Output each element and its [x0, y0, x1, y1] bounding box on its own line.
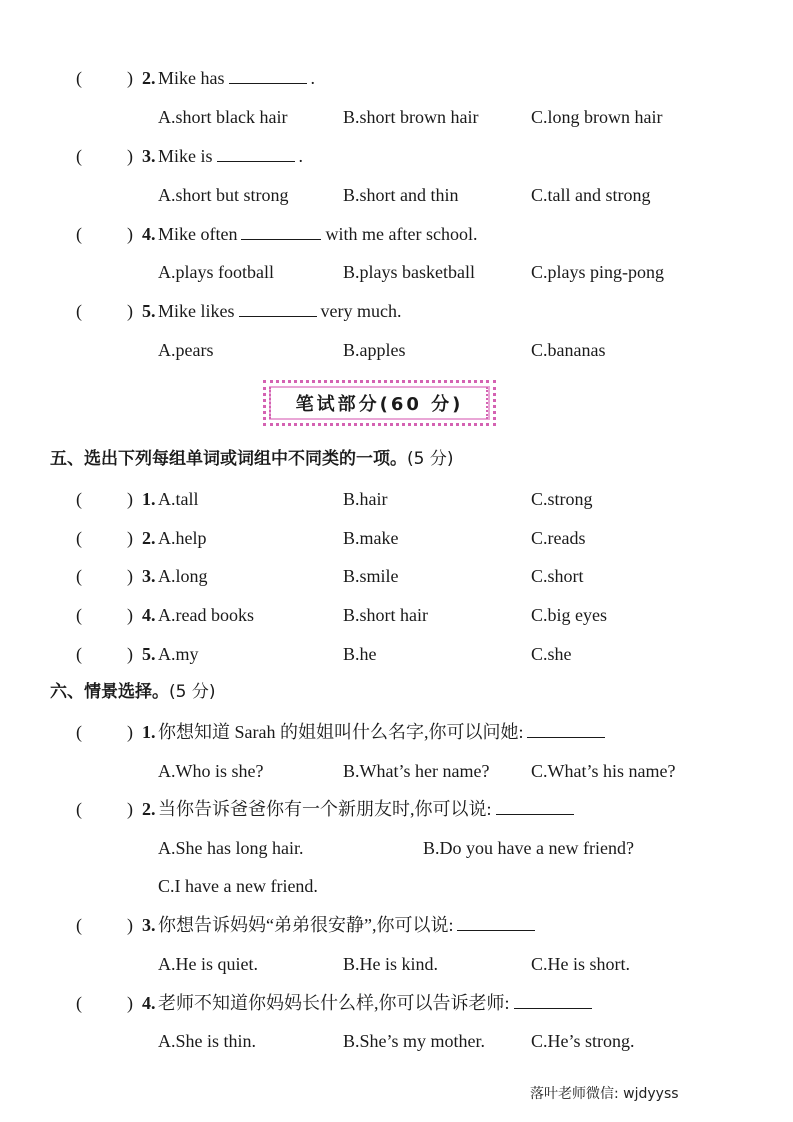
- section-5-heading: 五、选出下列每组单词或词组中不同类的一项。(5 分): [50, 449, 454, 469]
- question-text: 你想告诉妈妈“弟弟很安静”,你可以说:: [158, 911, 539, 939]
- option-c[interactable]: C.she: [531, 644, 572, 664]
- section-6-question-4: [0, 989, 793, 1017]
- question-number: 5.: [142, 301, 156, 321]
- answer-blank[interactable]: [239, 298, 317, 317]
- question-number: 3.: [142, 566, 156, 586]
- listening-question-2: [0, 64, 793, 92]
- option-b[interactable]: B.short hair: [343, 605, 428, 625]
- option-b[interactable]: B.apples: [343, 340, 406, 360]
- section-6-options-2: [0, 834, 793, 862]
- option-b[interactable]: B.he: [343, 644, 377, 664]
- section-5-row-2: [0, 524, 793, 552]
- option-c[interactable]: C.big eyes: [531, 605, 607, 625]
- section-5-row-1: [0, 485, 793, 513]
- listening-question-4: [0, 220, 793, 248]
- option-a[interactable]: A.help: [158, 528, 207, 548]
- option-b[interactable]: B.He is kind.: [343, 954, 439, 974]
- answer-bracket[interactable]: ( ): [76, 528, 133, 548]
- option-a[interactable]: A.my: [158, 644, 199, 664]
- section-score: (5 分): [169, 682, 216, 702]
- question-text: 当你告诉爸爸你有一个新朋友时,你可以说:: [158, 795, 578, 823]
- answer-bracket[interactable]: ( ): [76, 566, 133, 586]
- option-a[interactable]: A.pears: [158, 340, 214, 360]
- listening-question-3: [0, 142, 793, 170]
- answer-blank[interactable]: [229, 65, 307, 84]
- question-number: 4.: [142, 993, 156, 1013]
- answer-bracket[interactable]: ( ): [76, 993, 133, 1013]
- option-c[interactable]: C.plays ping-pong: [531, 262, 664, 282]
- question-text: Mike has .: [158, 64, 315, 92]
- listening-options-3: [0, 181, 793, 209]
- option-b[interactable]: B.short brown hair: [343, 107, 479, 127]
- option-a[interactable]: A.tall: [158, 489, 199, 509]
- option-a[interactable]: A.She is thin.: [158, 1031, 257, 1051]
- option-a[interactable]: A.Who is she?: [158, 761, 264, 781]
- option-b[interactable]: B.short and thin: [343, 185, 459, 205]
- section-5-row-3: [0, 562, 793, 590]
- answer-blank[interactable]: [217, 143, 295, 162]
- option-a[interactable]: A.read books: [158, 605, 254, 625]
- option-c[interactable]: C.He is short.: [531, 954, 630, 974]
- question-text: Mike is .: [158, 142, 303, 170]
- option-c[interactable]: C.reads: [531, 528, 586, 548]
- question-number: 1.: [142, 489, 156, 509]
- option-a[interactable]: A.She has long hair.: [158, 838, 304, 858]
- option-b[interactable]: B.What’s her name?: [343, 761, 490, 781]
- option-c[interactable]: C.strong: [531, 489, 593, 509]
- option-c[interactable]: C.short: [531, 566, 584, 586]
- question-number: 3.: [142, 146, 156, 166]
- answer-bracket[interactable]: ( ): [76, 799, 133, 819]
- option-a[interactable]: A.He is quiet.: [158, 954, 258, 974]
- question-number: 4.: [142, 224, 156, 244]
- question-number: 3.: [142, 915, 156, 935]
- option-b[interactable]: B.She’s my mother.: [343, 1031, 486, 1051]
- answer-blank[interactable]: [457, 912, 535, 931]
- section-6-options-3: [0, 950, 793, 978]
- option-a[interactable]: A.short but strong: [158, 185, 289, 205]
- answer-blank[interactable]: [514, 990, 592, 1009]
- listening-options-5: [0, 336, 793, 364]
- option-b[interactable]: B.make: [343, 528, 399, 548]
- section-6-options-4: [0, 1027, 793, 1055]
- section-6-options-2-cont: [0, 872, 793, 900]
- option-c[interactable]: C.I have a new friend.: [158, 876, 318, 896]
- answer-bracket[interactable]: ( ): [76, 146, 133, 166]
- option-c[interactable]: C.long brown hair: [531, 107, 663, 127]
- question-number: 1.: [142, 722, 156, 742]
- section-6-question-1: [0, 718, 793, 746]
- question-text: Mike often with me after school.: [158, 220, 477, 248]
- written-section-banner: [263, 380, 496, 426]
- answer-blank[interactable]: [527, 719, 605, 738]
- listening-options-4: [0, 258, 793, 286]
- answer-blank[interactable]: [241, 221, 321, 240]
- option-c[interactable]: C.tall and strong: [531, 185, 651, 205]
- section-6-question-2: [0, 795, 793, 823]
- answer-bracket[interactable]: ( ): [76, 489, 133, 509]
- listening-options-2: [0, 103, 793, 131]
- answer-bracket[interactable]: ( ): [76, 301, 133, 321]
- question-text: Mike likes very much.: [158, 297, 401, 325]
- answer-bracket[interactable]: ( ): [76, 224, 133, 244]
- option-b[interactable]: B.Do you have a new friend?: [423, 838, 634, 858]
- section-score: (5 分): [407, 449, 454, 469]
- option-c[interactable]: C.What’s his name?: [531, 761, 676, 781]
- option-c[interactable]: C.He’s strong.: [531, 1031, 635, 1051]
- section-5-row-5: [0, 640, 793, 668]
- option-a[interactable]: A.long: [158, 566, 208, 586]
- question-number: 2.: [142, 528, 156, 548]
- question-number: 2.: [142, 68, 156, 88]
- footer-contact: 落叶老师微信: wjdyyss: [530, 1086, 679, 1102]
- option-b[interactable]: B.plays basketball: [343, 262, 475, 282]
- option-a[interactable]: A.plays football: [158, 262, 274, 282]
- question-number: 2.: [142, 799, 156, 819]
- section-6-heading: 六、情景选择。(5 分): [50, 682, 216, 702]
- question-text: 你想知道 Sarah 的姐姐叫什么名字,你可以问她:: [158, 718, 609, 746]
- answer-bracket[interactable]: ( ): [76, 644, 133, 664]
- question-text: 老师不知道你妈妈长什么样,你可以告诉老师:: [158, 989, 596, 1017]
- option-a[interactable]: A.short black hair: [158, 107, 288, 127]
- answer-blank[interactable]: [496, 796, 574, 815]
- answer-bracket[interactable]: ( ): [76, 915, 133, 935]
- listening-question-5: [0, 297, 793, 325]
- answer-bracket[interactable]: ( ): [76, 605, 133, 625]
- option-b[interactable]: B.smile: [343, 566, 399, 586]
- question-number: 5.: [142, 644, 156, 664]
- section-5-row-4: [0, 601, 793, 629]
- answer-bracket[interactable]: ( ): [76, 68, 133, 88]
- section-6-options-1: [0, 757, 793, 785]
- section-6-question-3: [0, 911, 793, 939]
- option-c[interactable]: C.bananas: [531, 340, 606, 360]
- question-number: 4.: [142, 605, 156, 625]
- banner-title: 笔试部分(60 分): [295, 394, 464, 415]
- option-b[interactable]: B.hair: [343, 489, 388, 509]
- answer-bracket[interactable]: ( ): [76, 722, 133, 742]
